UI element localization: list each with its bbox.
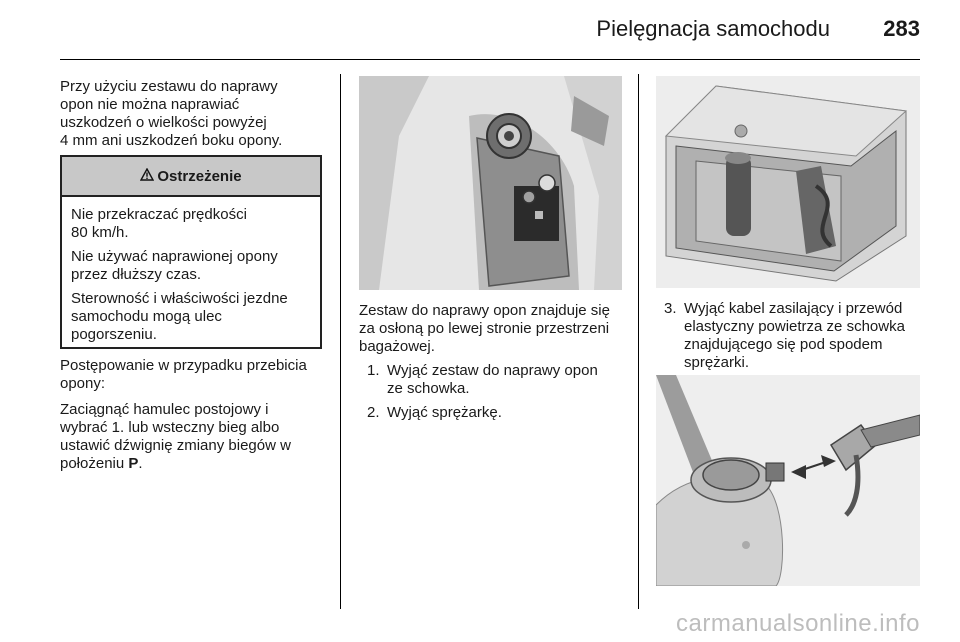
gear-position-prefix: położeniu bbox=[60, 455, 129, 472]
procedure-text bbox=[60, 357, 335, 473]
warning-paragraph bbox=[71, 206, 312, 242]
step-text bbox=[387, 362, 598, 398]
warning-box bbox=[60, 155, 322, 349]
hose-connection-illustration bbox=[656, 375, 920, 586]
warning-triangle-icon bbox=[140, 168, 154, 185]
gear-position-line bbox=[60, 455, 335, 473]
intro-line: 4 mm ani uszkodzeń boku opony. bbox=[60, 132, 283, 149]
column-divider-left bbox=[340, 74, 341, 609]
step-line: znajdującego się pod spodem bbox=[684, 336, 883, 353]
page-header-title: Pielęgnacja samochodu bbox=[596, 16, 830, 41]
intro-line: opon nie można naprawiać bbox=[60, 96, 240, 113]
caption-line: bagażowej. bbox=[359, 338, 435, 355]
warning-paragraph bbox=[71, 290, 312, 344]
page-number: 283 bbox=[883, 16, 920, 41]
column-divider-right bbox=[638, 74, 639, 609]
step-item bbox=[359, 362, 634, 398]
warning-title: Ostrzeżenie bbox=[157, 167, 242, 185]
warning-line: Nie używać naprawionej opony bbox=[71, 248, 278, 265]
compressor-storage-illustration bbox=[656, 76, 920, 288]
warning-line: 80 km/h. bbox=[71, 224, 129, 241]
step-number: 2. bbox=[367, 404, 380, 421]
gear-position-suffix: . bbox=[138, 455, 143, 472]
warning-line: Nie przekraczać prędkości bbox=[71, 206, 247, 223]
gear-position-value: P bbox=[128, 455, 139, 472]
middle-text bbox=[359, 302, 634, 422]
handbrake-line: ustawić dźwignię zmiany biegów w bbox=[60, 437, 291, 454]
warning-line: samochodu mogą ulec bbox=[71, 308, 222, 325]
handbrake-line: wybrać 1. lub wsteczny bieg albo bbox=[60, 419, 280, 436]
warning-header bbox=[62, 157, 320, 197]
warning-line: przez dłuższy czas. bbox=[71, 266, 202, 283]
step-item bbox=[359, 404, 634, 422]
intro-line: Przy użyciu zestawu do naprawy bbox=[60, 78, 278, 95]
step-line: Wyjąć kabel zasilający i przewód bbox=[684, 300, 903, 317]
step-line: sprężarki. bbox=[684, 354, 750, 371]
step-line: elastyczny powietrza ze schowka bbox=[684, 318, 905, 335]
intro-line: uszkodzeń o wielkości powyżej bbox=[60, 114, 267, 131]
warning-line: pogorszeniu. bbox=[71, 326, 157, 343]
step-line: ze schowka. bbox=[387, 380, 470, 397]
step-number: 3. bbox=[664, 300, 677, 317]
caption-line: Zestaw do naprawy opon znajduje się bbox=[359, 302, 610, 319]
watermark: carmanualsonline.info bbox=[676, 610, 920, 637]
warning-paragraph bbox=[71, 248, 312, 284]
step-line: Wyjąć zestaw do naprawy opon bbox=[387, 362, 598, 379]
warning-line: Sterowność i właściwości jezdne bbox=[71, 290, 288, 307]
right-step bbox=[664, 300, 924, 372]
caption-line: za osłoną po lewej stronie przestrzeni bbox=[359, 320, 610, 337]
trunk-compartment-illustration bbox=[359, 76, 622, 290]
step-number: 1. bbox=[367, 362, 380, 379]
handbrake-line: Zaciągnąć hamulec postojowy i bbox=[60, 401, 269, 418]
warning-body bbox=[62, 197, 320, 344]
step-item bbox=[664, 300, 924, 372]
procedure-line: opony: bbox=[60, 375, 106, 392]
intro-text bbox=[60, 78, 330, 150]
step-text bbox=[684, 300, 905, 372]
procedure-line: Postępowanie w przypadku przebicia bbox=[60, 357, 307, 374]
header-rule bbox=[60, 59, 920, 60]
step-line: Wyjąć sprężarkę. bbox=[387, 404, 502, 421]
